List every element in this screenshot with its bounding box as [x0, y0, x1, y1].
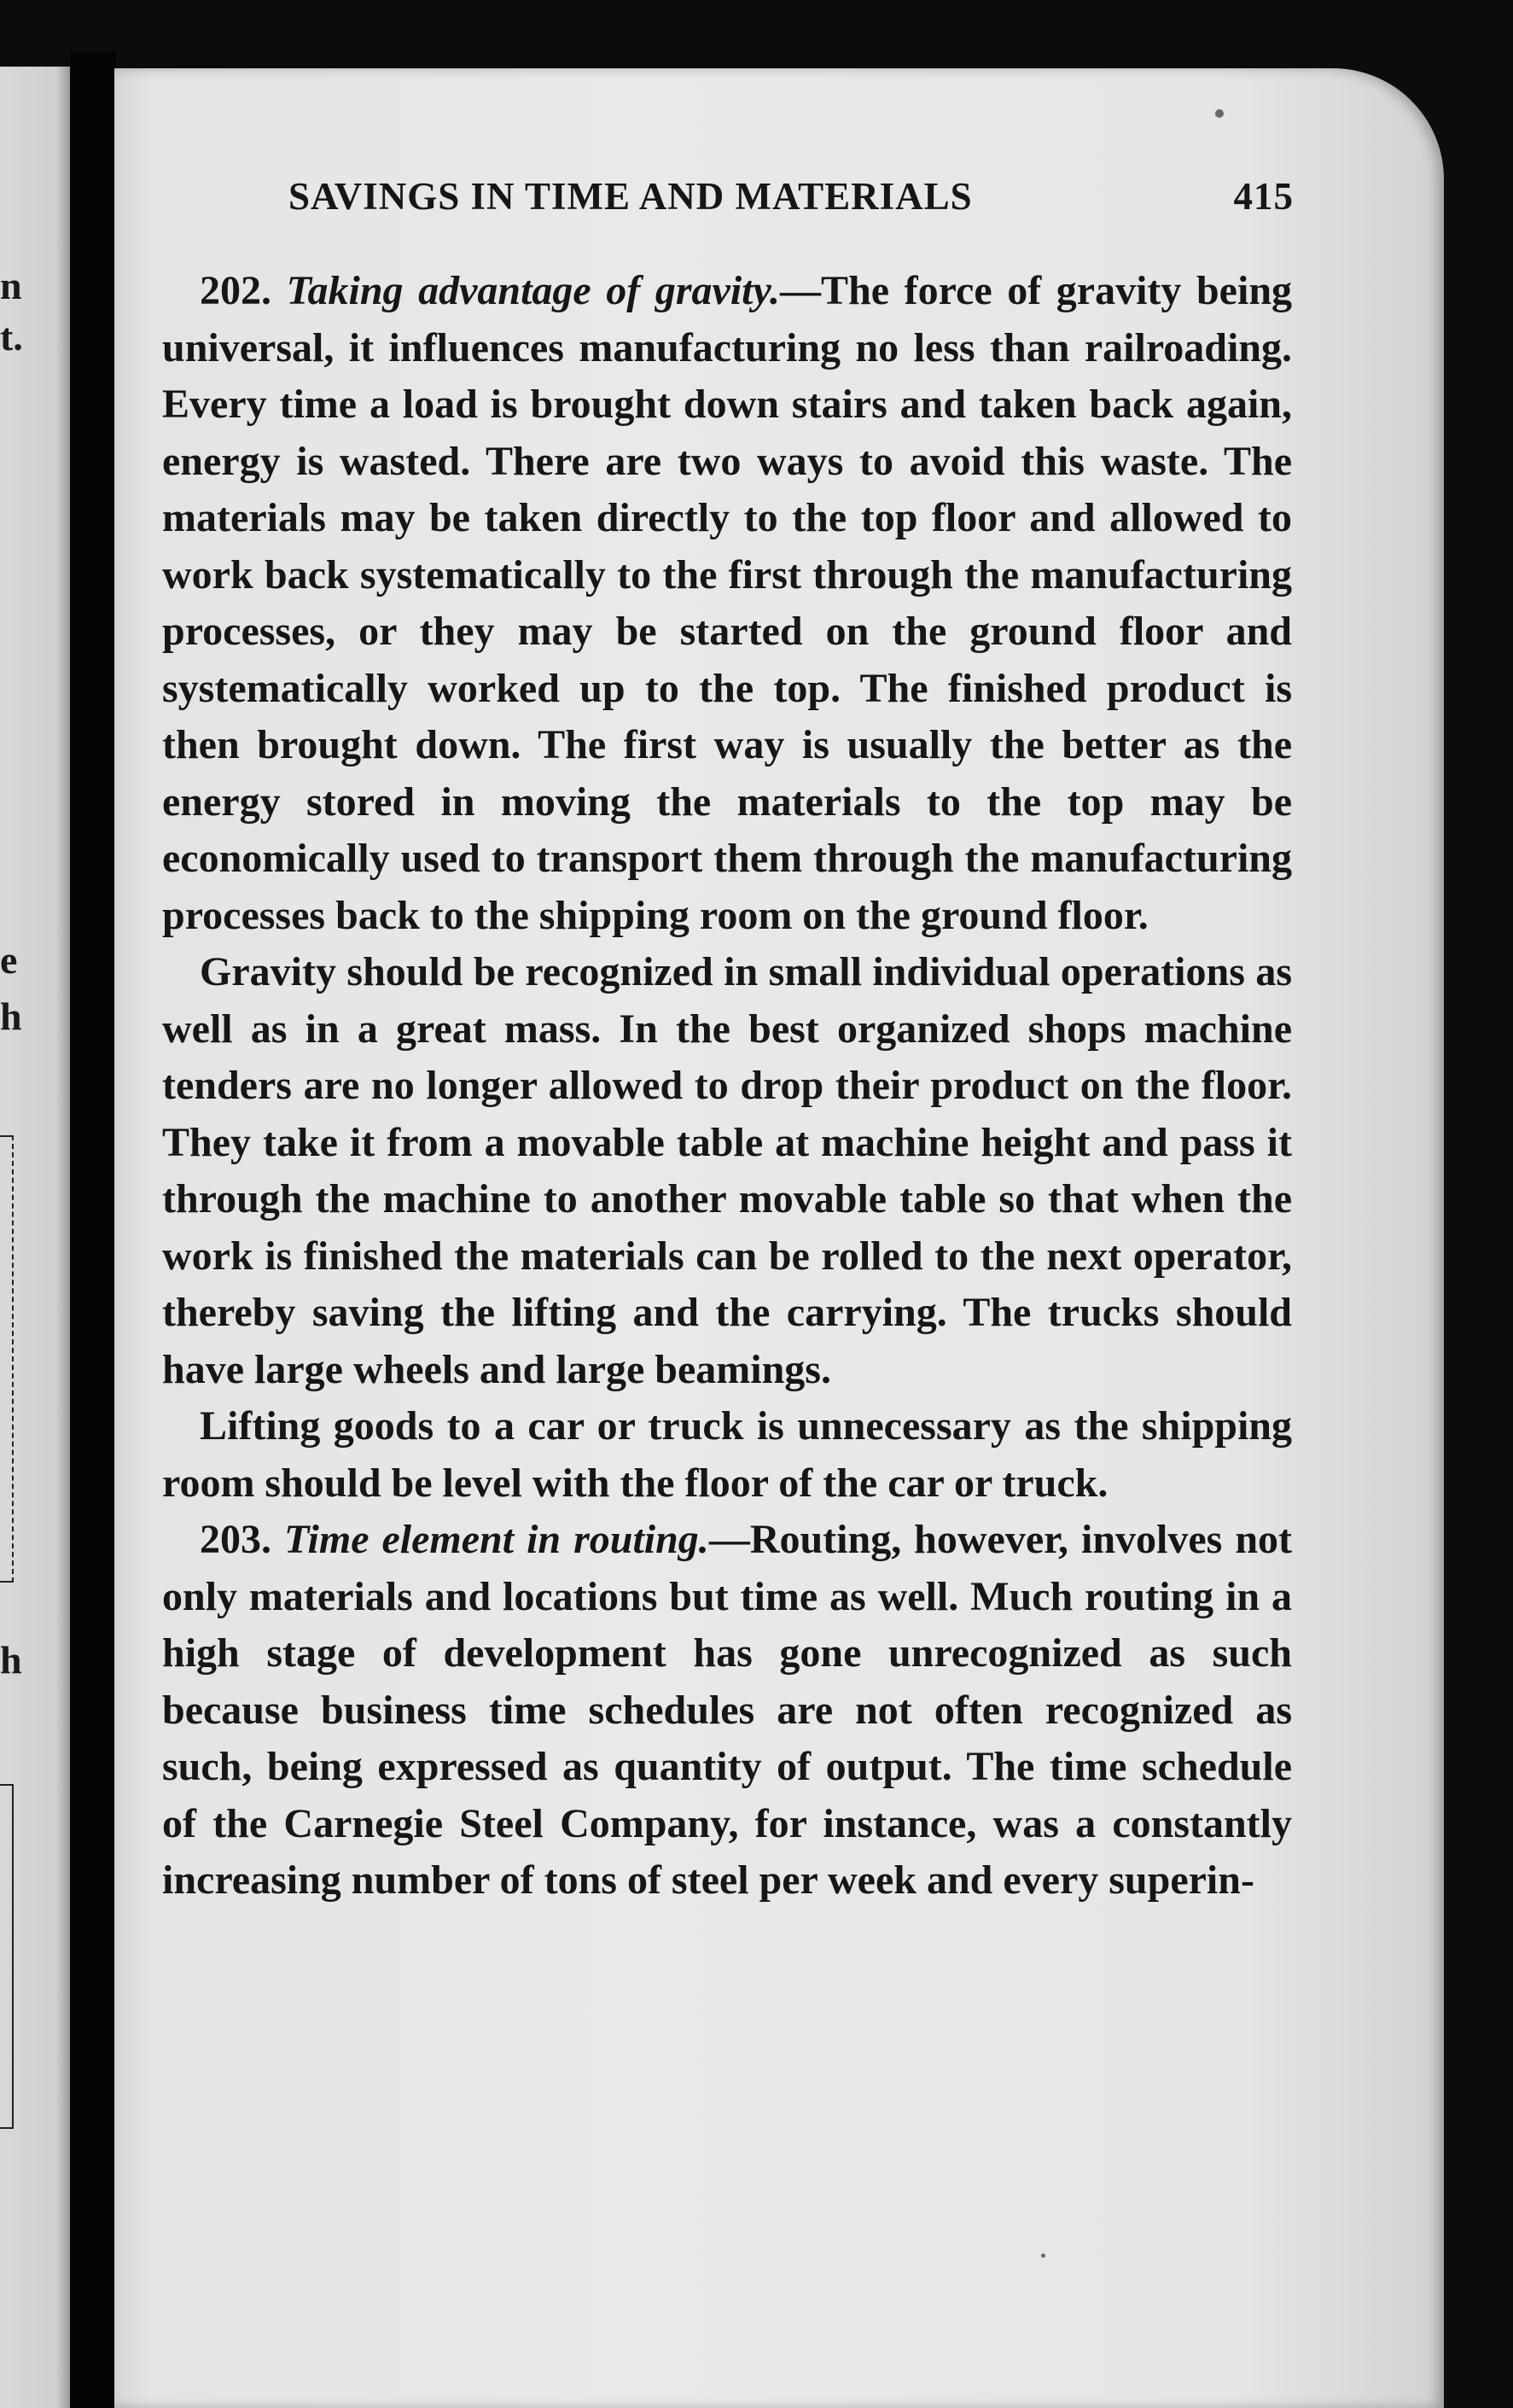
- paragraph-text: Gravity should be recognized in small individual operations as well as in a great mass. In the best organized shops machine tenders are no longer allowed to drop their product on the floor. They take it from a movable table at machine height and pass it through the machine to another movable table so that when the work is finished the materials can be rolled to the next operator, thereby saving the lifting and the carrying. The trucks should have large wheels and large beamings.: [162, 949, 1292, 1392]
- prev-page-fragment: n: [0, 264, 22, 307]
- paragraph-gravity-operations: [162, 944, 1292, 1398]
- paragraph-lifting-goods: [162, 1398, 1292, 1512]
- prev-page-table-border: [0, 1135, 14, 1583]
- page-number: 415: [1233, 175, 1294, 218]
- paragraph-202: [162, 263, 1292, 944]
- section-heading: Taking advantage of gravity.: [286, 268, 781, 313]
- paragraph-text: —The force of gravity being universal, it influences manufacturing no less than railroading. Every time a load is brought down stairs and taken back again, energy is wasted. There are two ways to avoid this waste. The materials may be taken directly to the top floor and allowed to work back systematically to the first through the manufacturing processes, or they may be started on the ground floor and systematically worked up to the top. The finished product is then brought down. The first way is usually the better as the energy stored in moving the materials to the top may be economically used to transport them through the manufacturing processes back to the shipping room on the ground floor.: [162, 268, 1293, 938]
- prev-page-fragment: e: [0, 938, 18, 982]
- section-number: 203.: [200, 1517, 271, 1562]
- prev-page-fragment: h: [0, 1638, 22, 1682]
- paragraph-203: [162, 1512, 1292, 1909]
- paragraph-text: Lifting goods to a car or truck is unnecessary as the shipping room should be level with the floor of the car or truck.: [162, 1403, 1292, 1506]
- prev-page-fragment: h: [0, 994, 22, 1038]
- book-gutter: [70, 51, 116, 2408]
- section-heading: Time element in routing.: [283, 1517, 709, 1562]
- prev-page-table-border: [0, 1784, 14, 2129]
- page-blemish: [1215, 109, 1224, 118]
- running-header-title: SAVINGS IN TIME AND MATERIALS: [288, 175, 973, 218]
- section-number: 202.: [200, 268, 271, 313]
- paragraph-text: —Routing, however, involves not only materials and locations but time as well. Much routing in a high stage of development has gone unrecognized as such because business time schedules are not often recognized as such, being expressed as quantity of output. The time schedule of the Carnegie Steel Company, for instance, was a constantly increasing number of tons of steel per week and every superin-: [162, 1517, 1293, 1903]
- previous-page-edge: [0, 67, 70, 2408]
- body-text: [162, 263, 1292, 1909]
- page-blemish: [1041, 2253, 1045, 2258]
- prev-page-fragment: t.: [0, 315, 23, 359]
